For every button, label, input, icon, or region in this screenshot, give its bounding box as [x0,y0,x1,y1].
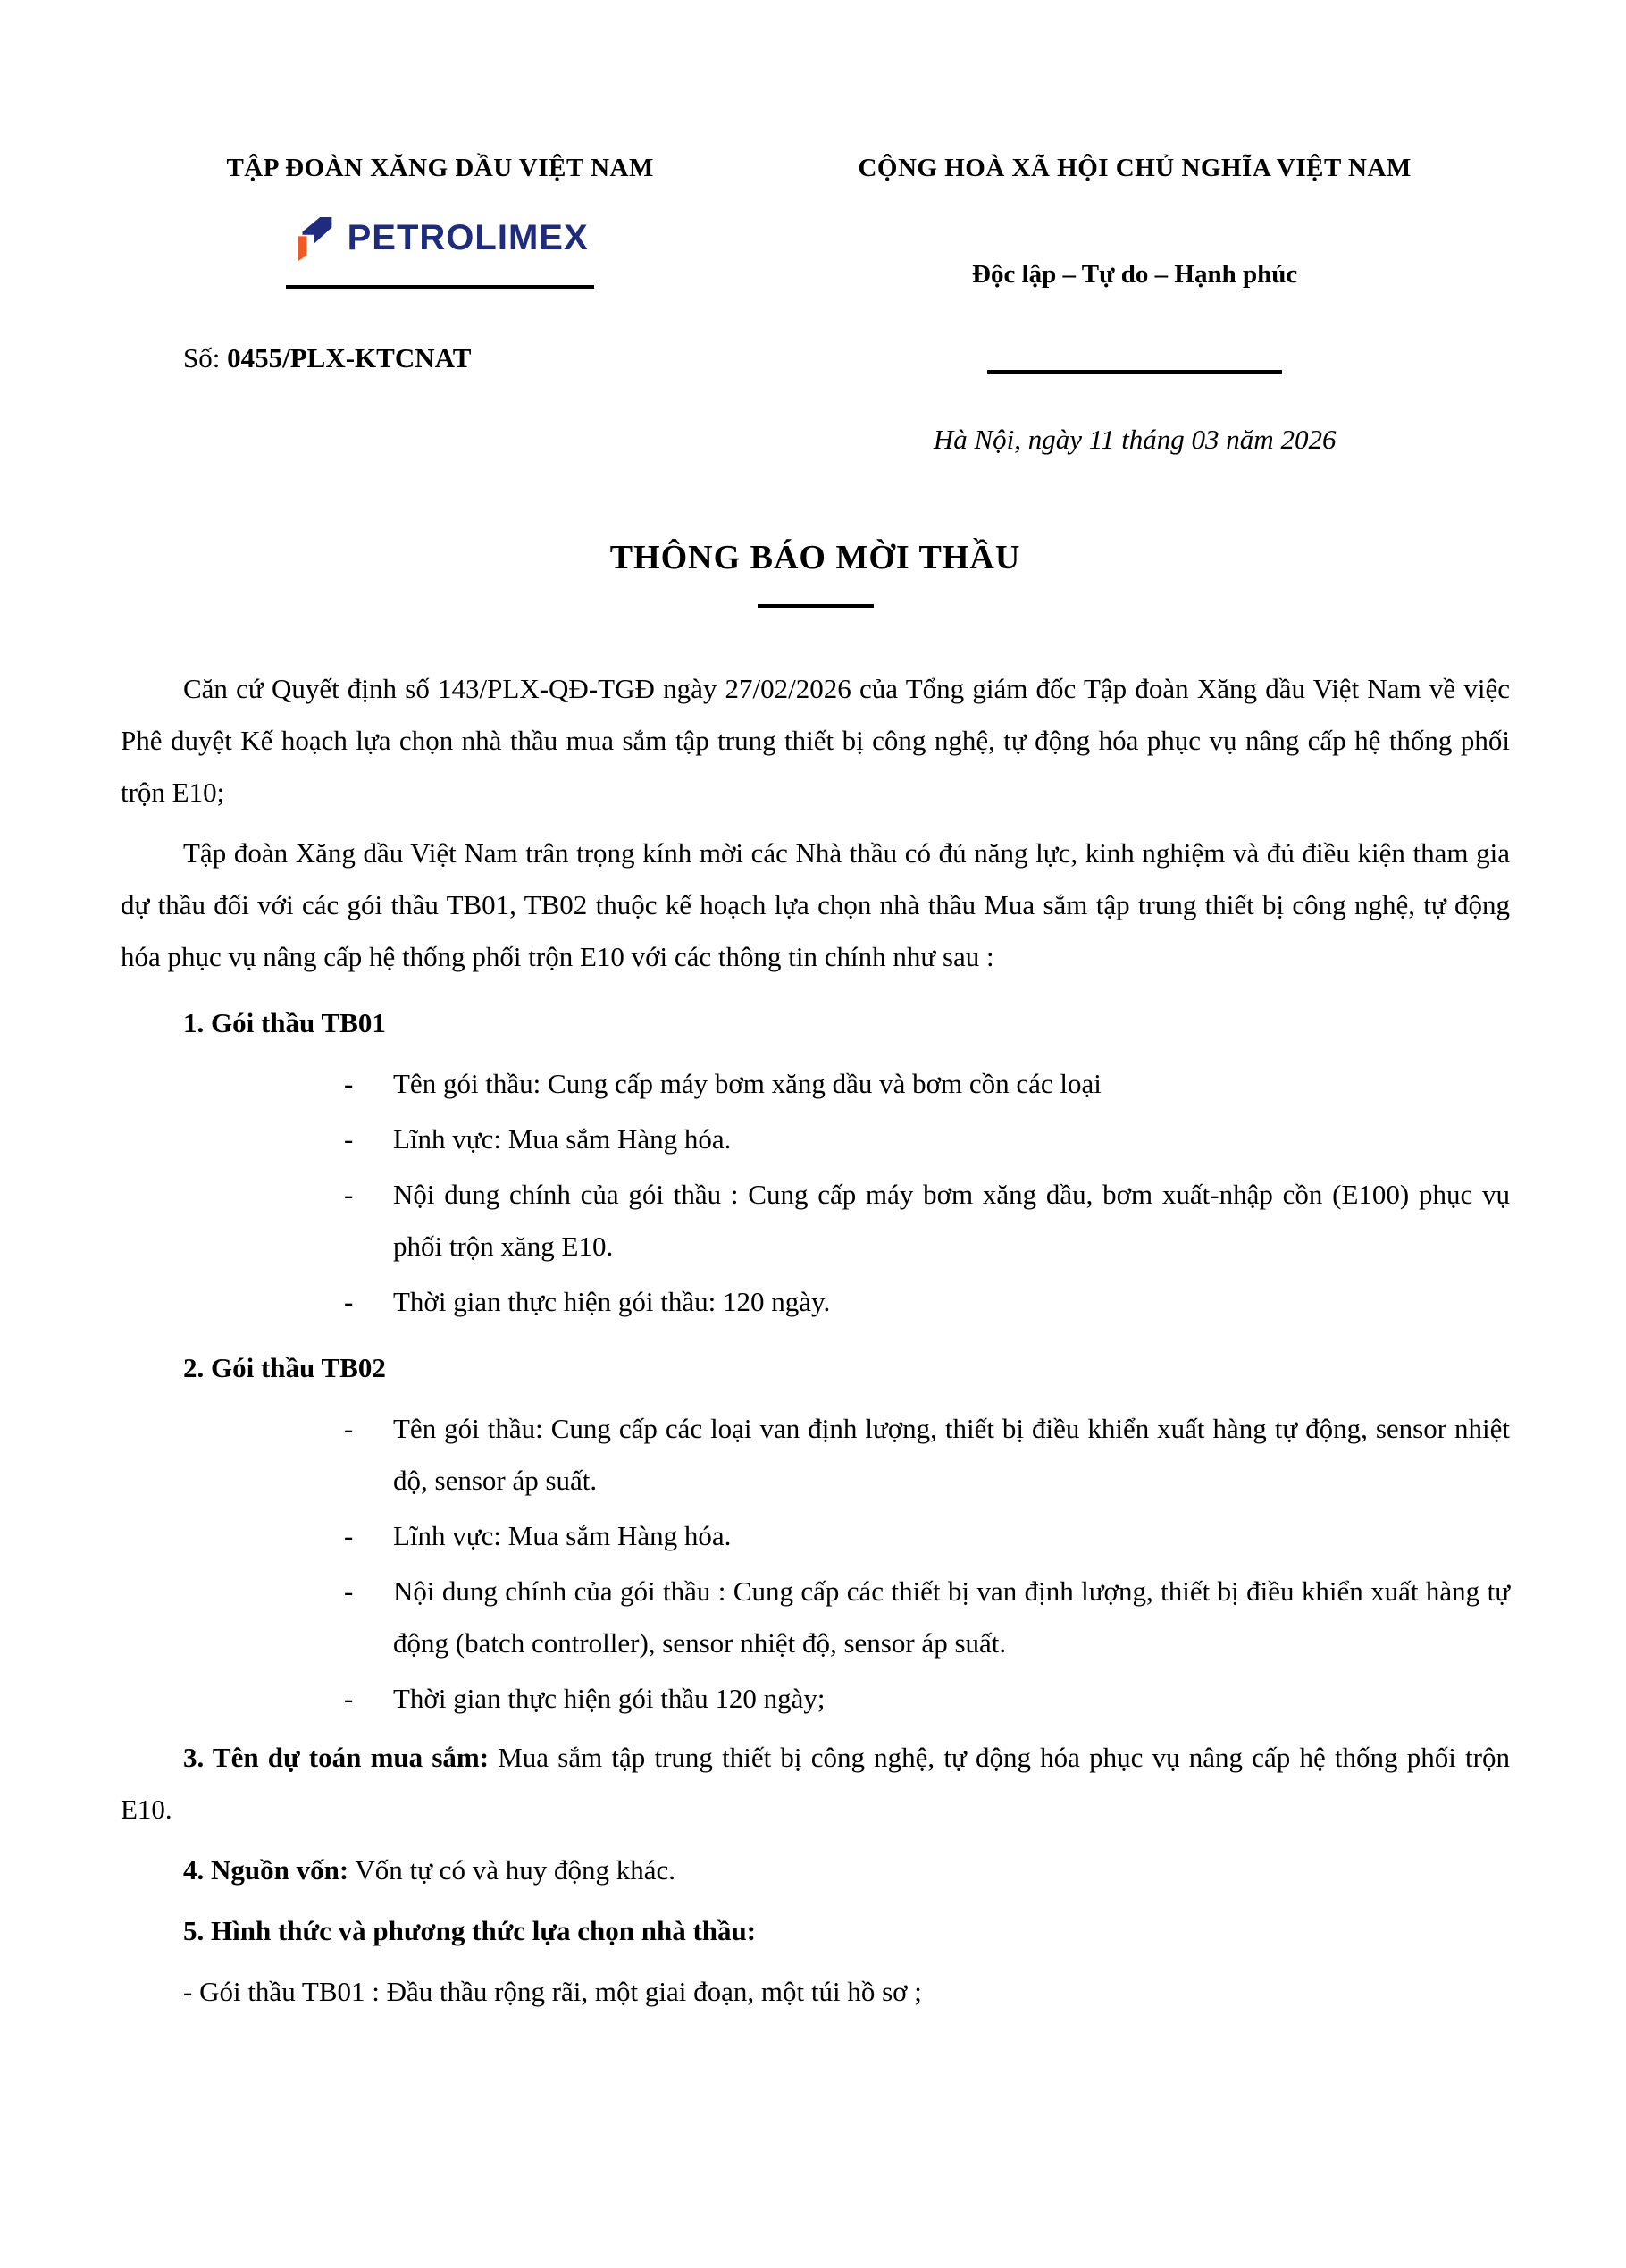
section-5-label: 5. Hình thức và phương thức lựa chọn nhà thầu: [183,1915,757,1946]
section-4-label: 4. Nguồn vốn: [183,1854,349,1886]
list-item [121,1403,1510,1507]
title-block [121,538,1510,608]
petrolimex-logo-icon [292,210,333,265]
bullet-text: Lĩnh vực: Mua sắm Hàng hóa. [393,1520,732,1551]
paragraph-legal-basis: Căn cứ Quyết định số 143/PLX-QĐ-TGĐ ngày 27/02/2026 của Tổng giám đốc Tập đoàn Xăng dầu Việt Nam về việc Phê duyệt Kế hoạch lựa chọn nhà thầu mua sắm tập trung thiết bị công nghệ, tự động hóa phục vụ nâng cấp hệ thống phối trộn E10; [121,673,1510,808]
bullet-dash: - [344,1179,354,1210]
section-3-label: 3. Tên dự toán mua sắm: [183,1742,490,1773]
right-column-divider [987,370,1282,374]
bullet-dash: - [344,1683,354,1714]
document-title: THÔNG BÁO MỜI THẦU [609,539,1021,576]
section-3-text: Mua sắm tập trung thiết bị công nghệ, tự động hóa phục vụ nâng cấp hệ thống phối trộn E10. [121,1742,1510,1825]
place-date-line: Hà Nội, ngày 11 tháng 03 năm 2026 [933,424,1337,455]
section-3-paragraph [121,1732,1510,1835]
list-item [121,1058,1510,1110]
list-item [121,1566,1510,1669]
document-body [121,663,1510,2018]
section-4-paragraph [121,1844,1510,1896]
org-name: TẬP ĐOÀN XĂNG DẦU VIỆT NAM [226,154,654,182]
list-item [121,1169,1510,1273]
left-column-divider [286,285,594,289]
header-left-column [121,154,759,456]
doc-number-label: Số: [183,342,228,374]
document-header [121,154,1510,456]
list-item [121,1113,1510,1165]
header-right-column [759,154,1510,456]
bullet-dash: - [344,1123,354,1155]
bullet-dash: - [344,1575,354,1607]
section-2-bullets [121,1403,1510,1725]
national-motto: Độc lập – Tự do – Hạnh phúc [972,260,1298,289]
list-item [121,1276,1510,1328]
bullet-text: Thời gian thực hiện gói thầu 120 ngày; [393,1683,826,1714]
republic-name: CỘNG HOÀ XÃ HỘI CHỦ NGHĨA VIỆT NAM [858,154,1412,182]
bullet-dash: - [344,1068,354,1099]
bullet-text: Nội dung chính của gói thầu : Cung cấp các thiết bị van định lượng, thiết bị điều khiển xuất hàng tự động (batch controller), sensor nhiệt độ, sensor áp suất. [393,1575,1510,1659]
bullet-text: Thời gian thực hiện gói thầu: 120 ngày. [393,1286,831,1317]
list-item [121,1510,1510,1562]
section-1-heading: 1. Gói thầu TB01 [183,1007,386,1038]
bullet-text: Tên gói thầu: Cung cấp các loại van định lượng, thiết bị điều khiển xuất hàng tự động, sensor nhiệt độ, sensor áp suất. [393,1413,1510,1496]
section-4-text: Vốn tự có và huy động khác. [348,1854,675,1886]
paragraph-invitation: Tập đoàn Xăng dầu Việt Nam trân trọng kính mời các Nhà thầu có đủ năng lực, kinh nghiệm và đủ điều kiện tham gia dự thầu đối với các gói thầu TB01, TB02 thuộc kế hoạch lựa chọn nhà thầu Mua sắm tập trung thiết bị công nghệ, tự động hóa phục vụ nâng cấp hệ thống phối trộn E10 với các thông tin chính như sau : [121,837,1510,972]
doc-number-line [121,342,471,374]
paragraph-tb01-method: - Gói thầu TB01 : Đầu thầu rộng rãi, một giai đoạn, một túi hồ sơ ; [183,1976,922,2007]
list-item [121,1673,1510,1725]
petrolimex-logo [292,210,589,265]
section-2-heading: 2. Gói thầu TB02 [183,1352,386,1383]
logo-orange-bar-shape [298,236,306,261]
doc-number-value: 0455/PLX-KTCNAT [227,342,472,374]
bullet-text: Nội dung chính của gói thầu : Cung cấp máy bơm xăng dầu, bơm xuất-nhập cồn (E100) phục vụ phối trộn xăng E10. [393,1179,1510,1262]
bullet-text: Lĩnh vực: Mua sắm Hàng hóa. [393,1123,732,1155]
bullet-dash: - [344,1286,354,1317]
petrolimex-wordmark: PETROLIMEX [347,217,589,257]
bullet-dash: - [344,1520,354,1551]
section-1-bullets [121,1058,1510,1328]
bullet-dash: - [344,1413,354,1444]
section-5-paragraph [121,1905,1510,1957]
title-divider [758,604,874,608]
bullet-text: Tên gói thầu: Cung cấp máy bơm xăng dầu và bơm cồn các loại [393,1068,1102,1099]
